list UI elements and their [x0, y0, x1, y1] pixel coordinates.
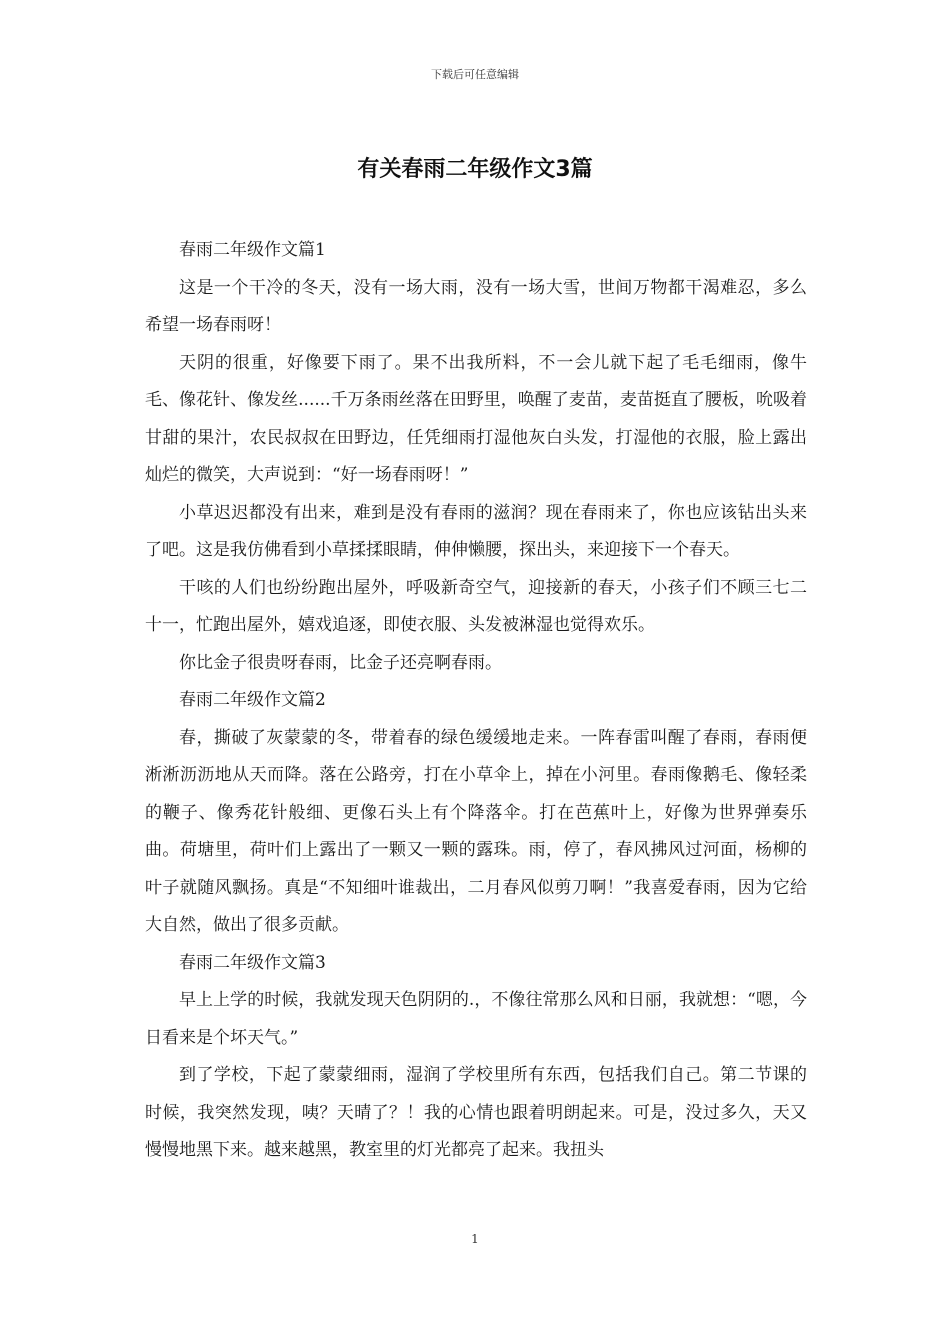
page-number: 1 — [471, 1232, 479, 1246]
section-heading-1: 春雨二年级作文篇1 — [179, 240, 326, 260]
document-body — [145, 232, 807, 1170]
paragraph: 你比金子很贵呀春雨，比金子还亮啊春雨。 — [179, 652, 502, 673]
document-title: 有关春雨二年级作文3篇 — [357, 157, 593, 182]
section-heading-3: 春雨二年级作文篇3 — [179, 952, 326, 973]
paragraph: 到了学校，下起了蒙蒙细雨，湿润了学校里所有东西，包括我们自己。第二节课的时候，我突然发现，咦？天晴了？！我的心情也跟着明朗起来。可是，没过多久，天又慢慢地黑下来。越来越黑，教室里的灯光都亮了起来。我扭头 — [145, 1065, 807, 1160]
paragraph: 天阴的很重，好像要下雨了。果不出我所料，不一会儿就下起了毛毛细雨，像牛毛、像花针、像发丝......千万条雨丝落在田野里，唤醒了麦苗，麦苗挺直了腰板，吮吸着甘甜的果汁，农民叔叔在田野边，任凭细雨打湿他灰白头发，打湿他的衣服，脸上露出灿烂的微笑，大声说到：“好一场春雨呀！” — [145, 352, 807, 485]
header-note: 下载后可任意编辑 — [431, 68, 519, 81]
paragraph: 这是一个干冷的冬天，没有一场大雨，没有一场大雪，世间万物都干渴难忍，多么希望一场春雨呀！ — [145, 277, 807, 335]
paragraph: 早上上学的时候，我就发现天色阴阴的.，不像往常那么风和日丽，我就想：“嗯，今日看来是个坏天气。” — [145, 990, 807, 1048]
paragraph: 小草迟迟都没有出来，难到是没有春雨的滋润？现在春雨来了，你也应该钻出头来了吧。这是我仿佛看到小草揉揉眼睛，伸伸懒腰，探出头，来迎接下一个春天。 — [145, 502, 807, 560]
section-heading-2: 春雨二年级作文篇2 — [179, 690, 326, 710]
paragraph: 干咳的人们也纷纷跑出屋外，呼吸新奇空气，迎接新的春天，小孩子们不顾三七二十一，忙跑出屋外，嬉戏追逐，即使衣服、头发被淋湿也觉得欢乐。 — [145, 577, 807, 635]
paragraph: 春，撕破了灰蒙蒙的冬，带着春的绿色缓缓地走来。一阵春雷叫醒了春雨，春雨便淅淅沥沥地从天而降。落在公路旁，打在小草伞上，掉在小河里。春雨像鹅毛、像轻柔的鞭子、像秀花针般细、更像石头上有个降落伞。打在芭蕉叶上，好像为世界弹奏乐曲。荷塘里，荷叶们上露出了一颗又一颗的露珠。雨，停了，春风拂风过河面，杨柳的叶子就随风飘扬。真是“不知细叶谁裁出，二月春风似剪刀啊！”我喜爱春雨，因为它给大自然，做出了很多贡献。 — [145, 727, 807, 935]
